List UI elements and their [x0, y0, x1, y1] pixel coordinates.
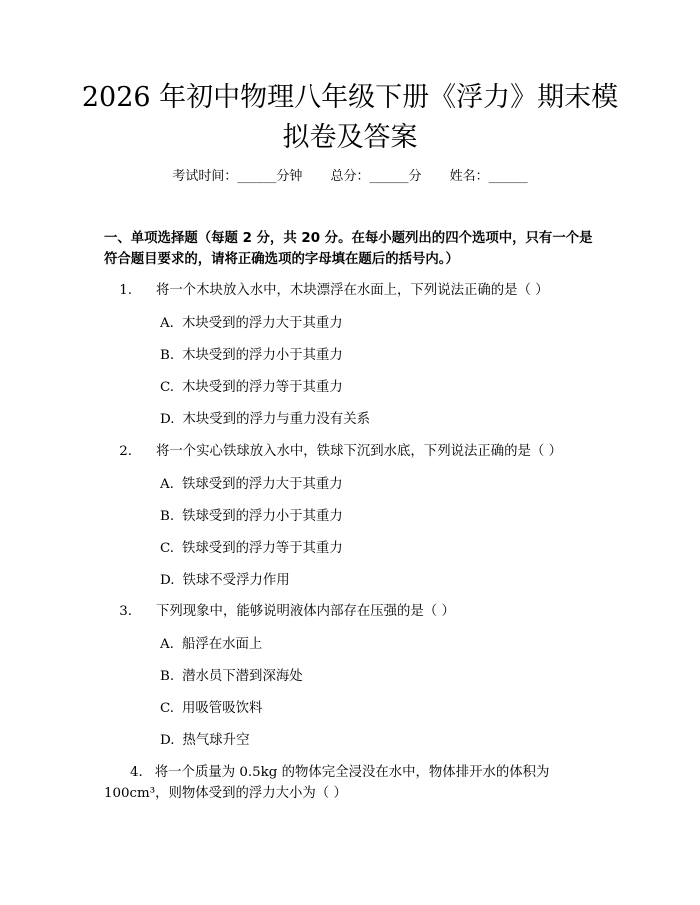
option-text: 铁球不受浮力作用: [182, 573, 290, 588]
option-letter: D.: [160, 573, 175, 588]
option-letter: D.: [160, 733, 175, 748]
question-text: 将一个质量为 0.5kg 的物体完全浸没在水中，物体排开水的体积为 100cm³，则物体受到的浮力大小为（ ）: [104, 765, 550, 801]
option-letter: A.: [160, 637, 174, 652]
section-heading-multiple-choice: [104, 228, 600, 270]
option-text: 热气球升空: [182, 733, 250, 748]
question-text: 将一个实心铁球放入水中，铁球下沉到水底，下列说法正确的是（ ）: [156, 444, 562, 459]
option-letter: C.: [160, 701, 175, 716]
question-number: 4.: [130, 765, 143, 780]
question-4: [104, 762, 600, 804]
option-letter: B.: [160, 348, 175, 363]
question-1-option-d: [160, 409, 580, 430]
option-text: 铁球受到的浮力大于其重力: [181, 477, 343, 492]
question-3-option-d: [160, 730, 580, 751]
option-text: 铁球受到的浮力等于其重力: [182, 541, 343, 556]
option-letter: C.: [160, 380, 175, 395]
total-score: 总分：______分: [330, 169, 422, 184]
question-2-option-c: [160, 538, 580, 559]
exam-info: [100, 167, 600, 187]
title-line-1: 2026 年初中物理八年级下册《浮力》期末模: [81, 82, 619, 113]
question-2-option-d: [160, 570, 580, 591]
student-name: 姓名：______: [449, 169, 528, 184]
title-line-2: 拟卷及答案: [282, 122, 418, 153]
option-letter: B.: [160, 669, 175, 684]
option-text: 木块受到的浮力与重力没有关系: [182, 412, 370, 427]
question-1-option-b: [160, 345, 580, 366]
exam-time: 考试时间：______分钟: [172, 169, 303, 184]
option-letter: A.: [160, 477, 174, 492]
question-1-option-c: [160, 377, 580, 398]
option-text: 铁球受到的浮力小于其重力: [182, 509, 343, 524]
question-number: 1.: [119, 283, 132, 298]
option-letter: C.: [160, 541, 175, 556]
section-heading-line-1: 一、单项选择题（每题 2 分，共 20 分。在每小题列出的四个选项中，只有一个是: [104, 231, 593, 246]
question-3-option-b: [160, 666, 580, 687]
option-letter: B.: [160, 509, 175, 524]
question-1-option-a: [160, 313, 580, 334]
option-text: 木块受到的浮力大于其重力: [181, 316, 343, 331]
option-text: 船浮在水面上: [181, 637, 263, 652]
question-number: 3.: [119, 604, 132, 619]
section-heading-line-2: 符合题目要求的，请将正确选项的字母填在题后的括号内。）: [104, 252, 459, 267]
option-letter: A.: [160, 316, 174, 331]
question-2-option-b: [160, 506, 580, 527]
page-title: [70, 78, 630, 158]
question-number: 2.: [119, 444, 132, 459]
question-1: [104, 280, 600, 301]
question-2: [104, 441, 600, 462]
question-3-option-c: [160, 698, 580, 719]
question-text: 将一个木块放入水中，木块漂浮在水面上，下列说法正确的是（ ）: [156, 283, 549, 298]
question-2-option-a: [160, 474, 580, 495]
question-3-option-a: [160, 634, 580, 655]
option-text: 潜水员下潜到深海处: [182, 669, 303, 684]
question-text: 下列现象中，能够说明液体内部存在压强的是（ ）: [156, 604, 455, 619]
question-3: [104, 601, 600, 622]
option-text: 木块受到的浮力等于其重力: [182, 380, 343, 395]
option-text: 木块受到的浮力小于其重力: [182, 348, 343, 363]
option-text: 用吸管吸饮料: [182, 701, 263, 716]
option-letter: D.: [160, 412, 175, 427]
